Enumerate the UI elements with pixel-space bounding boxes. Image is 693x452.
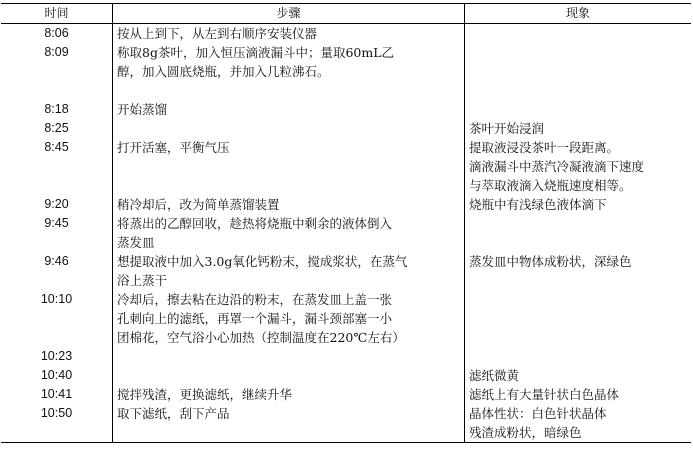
time-cell: 9:45 bbox=[1, 214, 113, 252]
table-row bbox=[1, 290, 691, 347]
time-cell: 10:41 bbox=[1, 385, 113, 404]
steps-cell bbox=[113, 404, 465, 442]
step-line: 浴上蒸干 bbox=[117, 273, 168, 288]
steps-cell bbox=[113, 119, 465, 138]
step-line: 按从上到下，从左到右顺序安装仪器 bbox=[117, 26, 318, 41]
observation-line: 茶叶开始浸润 bbox=[469, 121, 545, 136]
step-line: 冷却后，擦去粘在边沿的粉末，在蒸发皿上盖一张 bbox=[117, 292, 393, 307]
time-cell: 10:10 bbox=[1, 290, 113, 347]
observation-line: 蒸发皿中物体成粉状，深绿色 bbox=[469, 254, 632, 269]
steps-cell bbox=[113, 24, 465, 43]
observation-cell bbox=[465, 195, 691, 214]
step-line: 打开活塞，平衡气压 bbox=[117, 140, 230, 155]
observation-cell bbox=[465, 138, 691, 195]
observation-line: 提取液浸没茶叶一段距离。 bbox=[469, 140, 620, 155]
steps-cell bbox=[113, 385, 465, 404]
table-body bbox=[1, 24, 691, 442]
table-row bbox=[1, 138, 691, 195]
observation-cell bbox=[465, 119, 691, 138]
steps-cell bbox=[113, 252, 465, 290]
steps-cell bbox=[113, 214, 465, 252]
table-row bbox=[1, 100, 691, 119]
observation-line: 滤纸微黄 bbox=[469, 368, 520, 383]
observation-line: 残渣成粉状，暗绿色 bbox=[469, 425, 582, 440]
observation-line: 与萃取液滴入烧瓶速度相等。 bbox=[469, 178, 632, 193]
time-cell: 10:23 bbox=[1, 347, 113, 366]
step-line: 蒸发皿 bbox=[117, 235, 155, 250]
observation-line: 滤纸上有大量针状白色晶体 bbox=[469, 387, 620, 402]
observation-cell bbox=[465, 214, 691, 252]
table-row bbox=[1, 404, 691, 442]
observation-cell bbox=[465, 290, 691, 347]
observation-cell bbox=[465, 385, 691, 404]
step-line: 孔刺向上的滤纸，再罩一个漏斗，漏斗颈部塞一小 bbox=[117, 311, 393, 326]
header-steps: 步骤 bbox=[113, 4, 465, 23]
step-line: 想提取液中加入3.0g氧化钙粉末，搅成浆状，在蒸气 bbox=[117, 254, 408, 269]
step-line: 醇，加入圆底烧瓶，并加入几粒沸石。 bbox=[117, 64, 330, 79]
steps-cell bbox=[113, 347, 465, 366]
table-row bbox=[1, 366, 691, 385]
steps-cell bbox=[113, 43, 465, 100]
time-cell: 9:46 bbox=[1, 252, 113, 290]
table-row bbox=[1, 347, 691, 366]
step-line: 搅拌残渣，更换滤纸，继续升华 bbox=[117, 387, 293, 402]
time-cell: 10:50 bbox=[1, 404, 113, 442]
observation-cell bbox=[465, 43, 691, 100]
experiment-log-table bbox=[1, 3, 691, 443]
observation-cell bbox=[465, 404, 691, 442]
table-row bbox=[1, 24, 691, 43]
observation-line: 晶体性状：白色针状晶体 bbox=[469, 406, 607, 421]
time-cell: 10:40 bbox=[1, 366, 113, 385]
steps-cell bbox=[113, 366, 465, 385]
observation-cell bbox=[465, 24, 691, 43]
table-row bbox=[1, 385, 691, 404]
steps-cell bbox=[113, 290, 465, 347]
time-cell: 8:25 bbox=[1, 119, 113, 138]
time-cell: 8:09 bbox=[1, 43, 113, 100]
table-row bbox=[1, 43, 691, 100]
observation-line: 烧瓶中有浅绿色液体滴下 bbox=[469, 197, 607, 212]
header-time: 时间 bbox=[1, 4, 113, 23]
table-row bbox=[1, 119, 691, 138]
table-row bbox=[1, 252, 691, 290]
header-observation: 现象 bbox=[565, 6, 590, 20]
step-line: 团棉花，空气浴小心加热（控制温度在220℃左右） bbox=[117, 330, 405, 345]
step-line: 取下滤纸，刮下产品 bbox=[117, 406, 230, 421]
steps-cell bbox=[113, 195, 465, 214]
steps-cell bbox=[113, 100, 465, 119]
step-line: 稍冷却后，改为简单蒸馏装置 bbox=[117, 197, 280, 212]
observation-cell bbox=[465, 366, 691, 385]
table-row bbox=[1, 195, 691, 214]
observation-cell bbox=[465, 100, 691, 119]
time-cell: 9:20 bbox=[1, 195, 113, 214]
time-cell: 8:06 bbox=[1, 24, 113, 43]
time-cell: 8:18 bbox=[1, 100, 113, 119]
observation-cell bbox=[465, 347, 691, 366]
table-row bbox=[1, 214, 691, 252]
step-line: 称取8g茶叶，加入恒压滴液漏斗中；量取60mL乙 bbox=[117, 45, 395, 60]
observation-line: 滴液漏斗中蒸汽冷凝液滴下速度 bbox=[469, 159, 645, 174]
time-cell: 8:45 bbox=[1, 138, 113, 195]
observation-cell bbox=[465, 252, 691, 290]
table-header bbox=[1, 4, 691, 24]
step-line: 开始蒸馏 bbox=[117, 102, 168, 117]
steps-cell bbox=[113, 138, 465, 195]
step-line: 将蒸出的乙醇回收，趁热将烧瓶中剩余的液体倒入 bbox=[117, 216, 393, 231]
